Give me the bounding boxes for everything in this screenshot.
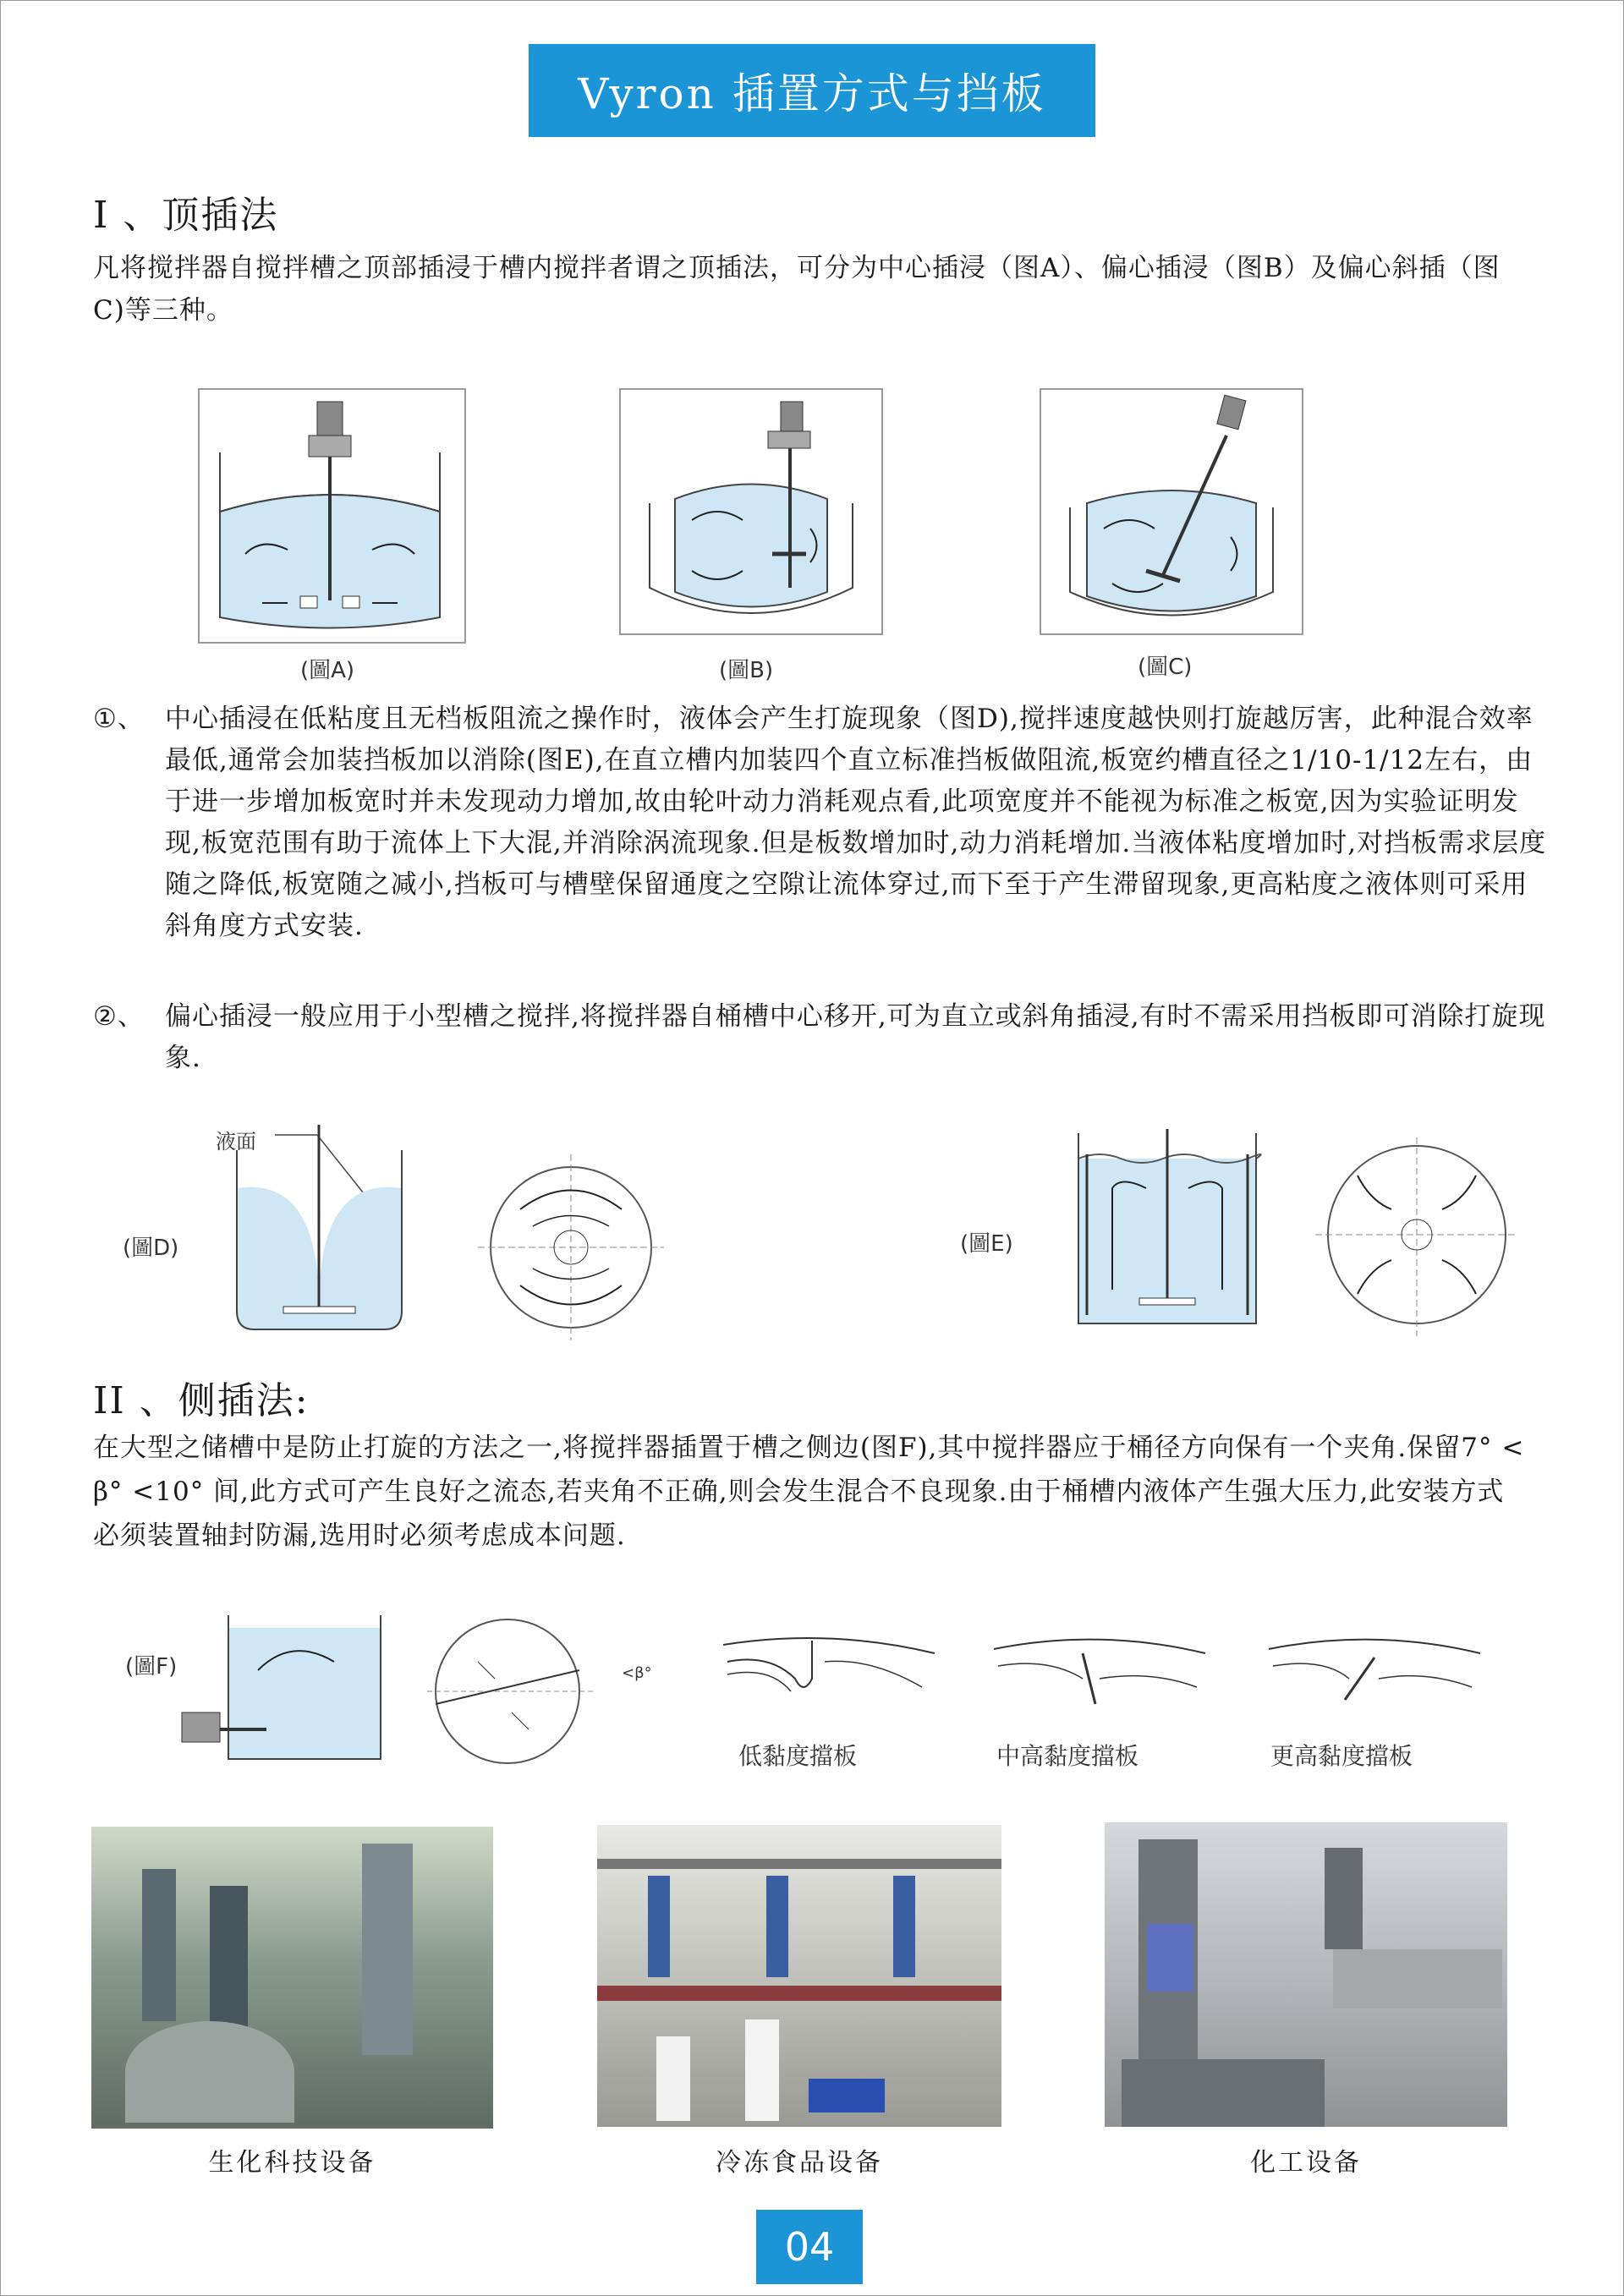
photo-chemical-equipment	[1105, 1822, 1507, 2127]
baffle-low-viscosity-caption: 低黏度擋板	[738, 1742, 858, 1770]
figure-a-center-insertion	[195, 385, 469, 647]
point-2-text: 偏心插浸一般应用于小型槽之搅拌,将搅拌器自桶槽中心移开,可为直立或斜角插浸,有时不需采用挡板即可消除打旋现象.	[165, 1001, 1546, 1073]
point-1-number: ①、	[93, 704, 145, 734]
baffle-high-viscosity-diagram	[1265, 1628, 1484, 1717]
figure-e-baffled-tank	[1062, 1121, 1518, 1340]
point-1-text: 中心插浸在低粘度且无档板阻流之操作时，液体会产生打旋现象（图D),搅拌速度越快则打旋越厉害，此种混合效率最低,通常会加装挡板加以消除(图E),在直立槽内加装四个直立标准挡板做阻流,板宽约槽直径之1/10-1/12左右，由于进一步增加板宽时并未发现动力增加,故由轮叶动力消耗观点看,此项宽度并不能视为标准之板宽,因为实验证明发现,板宽范围有助于流体上下大混,并消除涡流现象.但是板数增加时,动力消耗增加.当液体粘度增加时,对挡板需求层度随之降低,板宽随之减小,挡板可与槽壁保留通度之空隙让流体穿过,而下至于产生滞留现象,更高粘度之液体则可采用斜角度方式安装.	[165, 704, 1547, 941]
point-1	[93, 699, 1548, 947]
photo-biotech-caption: 生化科技设备	[208, 2148, 376, 2178]
figure-a-caption: (圖A)	[300, 658, 355, 683]
figure-f-side-insertion	[173, 1611, 681, 1772]
top-insertion-intro: 凡将搅拌器自搅拌槽之顶部插浸于槽内搅拌者谓之顶插法，可分为中心插浸（图A）、偏心插浸（图B）及偏心斜插（图C)等三种。	[93, 253, 1501, 326]
figure-f-caption: (圖F)	[125, 1654, 178, 1680]
photo-biotech-equipment	[91, 1827, 493, 2129]
photo-frozen-food-caption: 冷冻食品设备	[716, 2148, 883, 2178]
figure-d-caption: (圖D)	[123, 1236, 179, 1261]
figure-b-caption: (圖B)	[719, 658, 774, 683]
point-2-number: ②、	[93, 1001, 145, 1032]
figure-c-caption: (圖C)	[1138, 655, 1193, 680]
point-2	[93, 996, 1548, 1079]
figure-d-vortex	[216, 1116, 689, 1345]
figure-c-angled-insertion	[1036, 385, 1307, 638]
baffle-medium-viscosity-caption: 中高黏度擋板	[996, 1742, 1139, 1770]
side-insertion-intro: 在大型之储槽中是防止打旋的方法之一,将搅拌器插置于槽之侧边(图F),其中搅拌器应于桶径方向保有一个夹角.保留7° < β° <10° 间,此方式可产生良好之流态,若夹角不正确,则会发生混合不良现象.由于桶槽内液体产生强大压力,此安装方式必须装置轴封防漏,选用时必须考虑成本问题.	[93, 1433, 1525, 1551]
section-heading-top-insertion: I 、顶插法	[93, 194, 279, 237]
baffle-high-viscosity-caption: 更高黏度擋板	[1270, 1742, 1413, 1770]
photo-frozen-food-equipment	[597, 1825, 1001, 2127]
figure-b-offset-insertion	[616, 385, 886, 638]
page-title: Vyron 插置方式与挡板	[529, 44, 1095, 137]
photo-chemical-caption: 化工设备	[1250, 2148, 1362, 2178]
baffle-low-viscosity-diagram	[719, 1628, 939, 1717]
section-heading-side-insertion: II 、侧插法:	[93, 1379, 310, 1422]
page-number: 04	[756, 2210, 863, 2284]
beta-angle-label: <β°	[622, 1664, 652, 1682]
baffle-medium-viscosity-diagram	[990, 1628, 1210, 1717]
figure-e-caption: (圖E)	[960, 1231, 1013, 1257]
liquid-surface-label: 液面	[216, 1130, 256, 1153]
